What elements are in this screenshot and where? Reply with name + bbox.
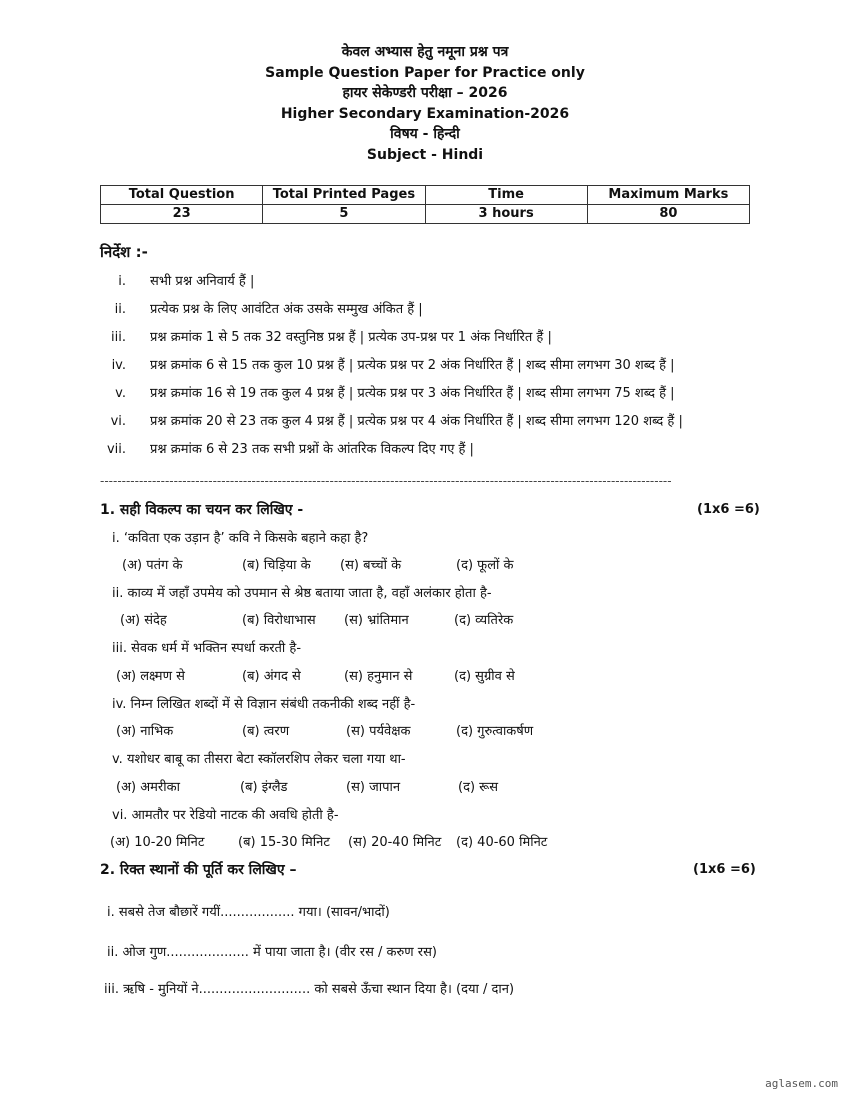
option: (ब) त्वरण [242, 724, 290, 739]
option-row [114, 666, 754, 686]
option: (द) गुरुत्वाकर्षण [456, 724, 534, 739]
list-item-number: vi. [110, 414, 126, 429]
list-item-text: प्रश्न क्रमांक 16 से 19 तक कुल 4 प्रश्न हैं | प्रत्येक प्रश्न पर 3 अंक निर्धारित हैं | शब्द सीमा लगभग 75 शब्द हैं | [150, 386, 675, 401]
fill-in-blank-item: ii. ओज गुण.................... में पाया जाता है। (वीर रस / करुण रस) [107, 945, 437, 960]
table-header-cell: Total Printed Pages [263, 186, 425, 205]
header-exam-english: Higher Secondary Examination-2026 [280, 105, 570, 122]
sub-question: ii. काव्य में जहाँ उपमेय को उपमान से श्रेष्ठ बताया जाता है, वहाँ अलंकार होता है- [112, 586, 492, 601]
paper-header [0, 42, 850, 165]
header-subject-english: Subject - Hindi [366, 146, 484, 163]
question-1-title: 1. सही विकल्प का चयन कर लिखिए - [100, 502, 304, 518]
table-cell: 5 [263, 205, 425, 224]
header-subject-hindi: विषय - हिन्दी [390, 126, 460, 142]
list-item-text: प्रश्न क्रमांक 6 से 15 तक कुल 10 प्रश्न हैं | प्रत्येक प्रश्न पर 2 अंक निर्धारित हैं | शब्द सीमा लगभग 30 शब्द हैं | [150, 358, 675, 373]
list-item [100, 268, 760, 296]
option: (द) सुग्रीव से [454, 669, 515, 684]
header-english-title: Sample Question Paper for Practice only [265, 64, 585, 81]
table-cell: 3 hours [425, 205, 587, 224]
question-1-marks: (1x6 =6) [697, 502, 760, 517]
list-item [100, 436, 760, 464]
exam-info-table [100, 185, 750, 224]
list-item-text: प्रश्न क्रमांक 1 से 5 तक 32 वस्तुनिष्ठ प्रश्न हैं | प्रत्येक उप-प्रश्न पर 1 अंक निर्धारित हैं | [150, 330, 552, 345]
option-row [114, 555, 754, 575]
option: (द) रूस [458, 780, 499, 795]
question-2-marks: (1x6 =6) [693, 862, 756, 877]
option-row [114, 721, 754, 741]
instructions-list [100, 268, 760, 464]
option: (अ) पतंग के [122, 558, 183, 573]
option: (ब) विरोधाभास [242, 613, 316, 628]
option: (द) फूलों के [456, 558, 514, 573]
question-2-title: 2. रिक्त स्थानों की पूर्ति कर लिखिए – [100, 862, 297, 878]
table-header-row [101, 186, 750, 205]
option: (अ) अमरीका [116, 780, 180, 795]
source-watermark: aglasem.com [765, 1077, 838, 1090]
list-item [100, 324, 760, 352]
option: (स) जापान [346, 780, 401, 795]
option: (द) 40-60 मिनिट [456, 835, 548, 850]
sub-question: i. ‘कविता एक उड़ान है’ कवि ने किसके बहाने कहा है? [112, 531, 369, 546]
header-hindi-title: केवल अभ्यास हेतु नमूना प्रश्न पत्र [341, 44, 509, 60]
option-row [114, 777, 754, 797]
option: (स) हनुमान से [344, 669, 413, 684]
list-item [100, 352, 760, 380]
option: (ब) चिड़िया के [242, 558, 311, 573]
sub-question: v. यशोधर बाबू का तीसरा बेटा स्कॉलरशिप लेकर चला गया था- [112, 752, 406, 767]
table-header-cell: Total Question [101, 186, 263, 205]
option: (अ) 10-20 मिनिट [110, 835, 205, 850]
fill-in-blank-item: i. सबसे तेज बौछारें गयीं.................. गया। (सावन/भादों) [107, 905, 390, 920]
option: (ब) 15-30 मिनिट [238, 835, 330, 850]
table-row [101, 205, 750, 224]
option: (अ) संदेह [120, 613, 167, 628]
option-row [110, 832, 754, 852]
option: (स) पर्यवेक्षक [346, 724, 411, 739]
option: (ब) अंगद से [242, 669, 301, 684]
list-item [100, 408, 760, 436]
option: (ब) इंग्लैड [240, 780, 288, 795]
list-item-number: i. [118, 274, 126, 289]
sub-question: iii. सेवक धर्म में भक्तिन स्पर्धा करती है- [112, 641, 302, 656]
sub-question: iv. निम्न लिखित शब्दों में से विज्ञान संबंधी तकनीकी शब्द नहीं है- [112, 697, 416, 712]
dashed-divider: ------------------------------------------------------------------------------------------------------------------------------------ [100, 474, 672, 488]
list-item-number: v. [115, 386, 126, 401]
sub-question: vi. आमतौर पर रेडियो नाटक की अवधि होती है- [112, 808, 339, 823]
list-item-text: सभी प्रश्न अनिवार्य हैं | [150, 274, 255, 289]
table-header-cell: Maximum Marks [587, 186, 749, 205]
option-row [114, 610, 754, 630]
option: (अ) नाभिक [116, 724, 174, 739]
list-item-number: iii. [111, 330, 126, 345]
option: (स) 20-40 मिनिट [348, 835, 442, 850]
list-item [100, 296, 760, 324]
list-item [100, 380, 760, 408]
option: (अ) लक्ष्मण से [116, 669, 185, 684]
list-item-text: प्रश्न क्रमांक 20 से 23 तक कुल 4 प्रश्न हैं | प्रत्येक प्रश्न पर 4 अंक निर्धारित हैं | शब्द सीमा लगभग 120 शब्द हैं | [150, 414, 683, 429]
list-item-number: iv. [111, 358, 126, 373]
option: (द) व्यतिरेक [454, 613, 514, 628]
fill-in-blank-item: iii. ऋषि - मुनियों ने........................... को सबसे ऊँचा स्थान दिया है। (दया / दान) [104, 982, 515, 997]
table-cell: 23 [101, 205, 263, 224]
option: (स) भ्रांतिमान [344, 613, 409, 628]
option: (स) बच्चों के [340, 558, 402, 573]
table-header-cell: Time [425, 186, 587, 205]
list-item-number: ii. [114, 302, 126, 317]
list-item-text: प्रश्न क्रमांक 6 से 23 तक सभी प्रश्नों के आंतरिक विकल्प दिए गए हैं | [150, 442, 474, 457]
list-item-text: प्रत्येक प्रश्न के लिए आवंटित अंक उसके सम्मुख अंकित हैं | [150, 302, 423, 317]
table-cell: 80 [587, 205, 749, 224]
header-exam-hindi: हायर सेकेण्डरी परीक्षा – 2026 [342, 85, 508, 101]
instructions-title: निर्देश :- [100, 243, 148, 261]
list-item-number: vii. [106, 442, 126, 457]
